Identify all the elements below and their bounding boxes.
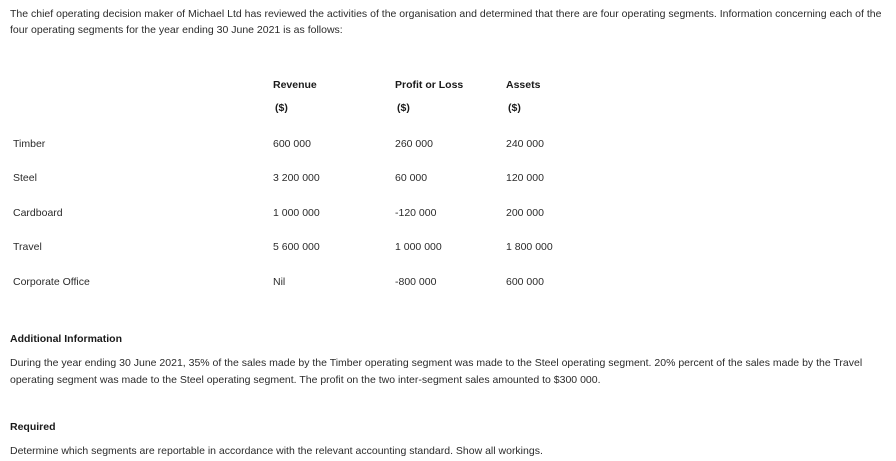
assets-cardboard: 200 000 [506,207,544,219]
unit-assets: ($) [508,102,521,114]
profit-travel: 1 000 000 [395,241,442,253]
assets-steel: 120 000 [506,172,544,184]
intro-paragraph: The chief operating decision maker of Michael Ltd has reviewed the activities of the organisation and determined that there are four operating segments. Information concerning each of the four operating segments for the year ending 30 June 2021 is as follows: [10,8,882,36]
revenue-travel: 5 600 000 [273,241,320,253]
assets-timber: 240 000 [506,138,544,150]
segment-name-corporate-office: Corporate Office [13,276,90,288]
revenue-cardboard: 1 000 000 [273,207,320,219]
segment-name-travel: Travel [13,241,42,253]
segment-name-cardboard: Cardboard [13,207,63,219]
header-profit-or-loss: Profit or Loss [395,79,464,91]
unit-revenue: ($) [275,102,288,114]
required-heading: Required [10,421,56,433]
segment-name-steel: Steel [13,172,37,184]
profit-corporate-office: -800 000 [395,276,437,288]
profit-timber: 260 000 [395,138,433,150]
profit-cardboard: -120 000 [395,207,437,219]
revenue-steel: 3 200 000 [273,172,320,184]
assets-corporate-office: 600 000 [506,276,544,288]
additional-info-text: During the year ending 30 June 2021, 35% of the sales made by the Timber operating segment was made to the Steel operating segment. 20% percent of the sales made by the Travel operating segment was made to the Steel operating segment. The profit on the two inter-segment sales amounted to $300 000. [10,357,863,386]
header-revenue: Revenue [273,79,317,91]
revenue-timber: 600 000 [273,138,311,150]
additional-info-heading: Additional Information [10,333,122,345]
revenue-corporate-office: Nil [273,276,286,288]
unit-profit: ($) [397,102,410,114]
segment-name-timber: Timber [13,138,46,150]
profit-steel: 60 000 [395,172,428,184]
required-text: Determine which segments are reportable in accordance with the relevant accounting standard. Show all workings. [10,445,543,457]
header-assets: Assets [506,79,541,91]
assets-travel: 1 800 000 [506,241,553,253]
